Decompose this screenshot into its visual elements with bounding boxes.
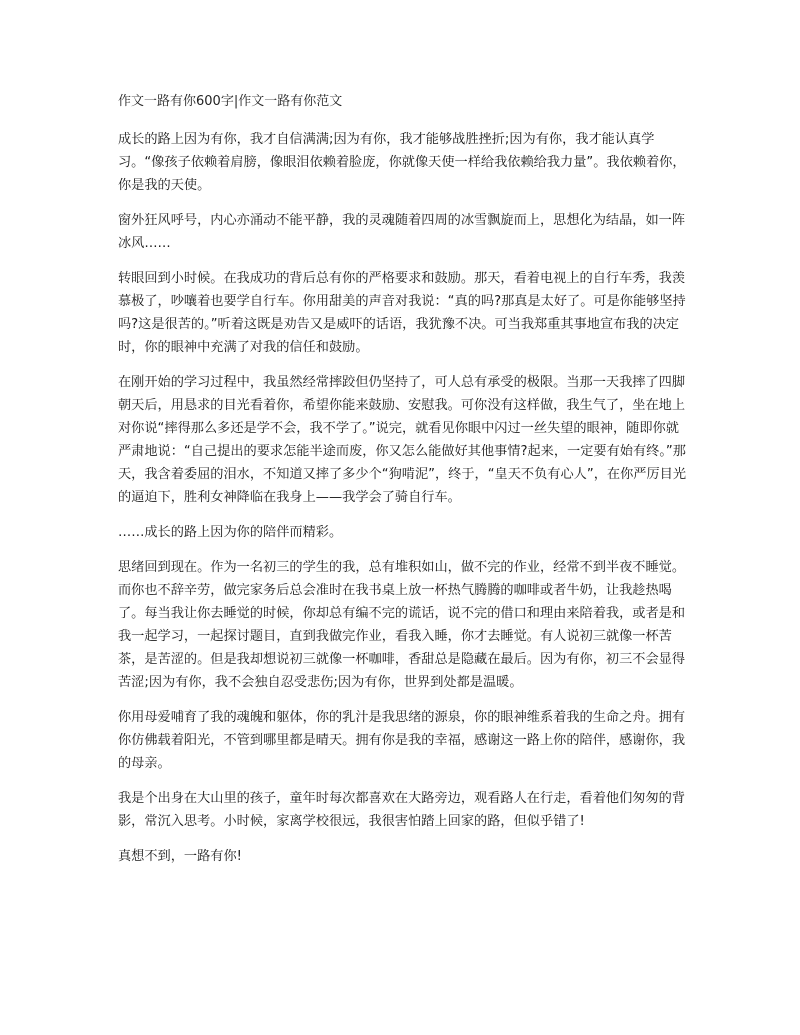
document-title: 作文一路有你600字|作文一路有你范文 [118, 94, 343, 109]
document-body [118, 92, 686, 880]
paragraph: 转眼回到小时候。在我成功的背后总有你的严格要求和鼓励。那天，看着电视上的自行车秀，我羡慕极了，吵嚷着也要学自行车。你用甜美的声音对我说：“真的吗?那真是太好了。可是你能够坚持吗?这是很苦的。”听着这既是劝告又是威吓的话语，我犹豫不决。可当我郑重其事地宣布我的决定时，你的眼神中充满了对我的信任和鼓励。 [118, 271, 686, 355]
paragraph: 在刚开始的学习过程中，我虽然经常摔跤但仍坚持了，可人总有承受的极限。当那一天我摔了四脚朝天后，用恳求的目光看着你，希望你能来鼓励、安慰我。可你没有这样做，我生气了，坐在地上对你说“摔得那么多还是学不会，我不学了。”说完，就看见你眼中闪过一丝失望的眼神，随即你就严肃地说：“自己提出的要求怎能半途而废，你又怎么能做好其他事情?起来，一定要有始有终。”那天，我含着委屈的泪水，不知道又摔了多少个“狗啃泥”，终于，“皇天不负有心人”，在你严厉目光的逼迫下，胜利女神降临在我身上——我学会了骑自行车。 [118, 375, 687, 505]
paragraph: 我是个出身在大山里的孩子，童年时每次都喜欢在大路旁边，观看路人在行走，看着他们匆匆的背影，常沉入思考。小时候，家离学校很远，我很害怕踏上回家的路，但似乎错了! [118, 791, 686, 829]
paragraph: 成长的路上因为有你，我才自信满满;因为有你，我才能够战胜挫折;因为有你，我才能认真学习。“像孩子依赖着肩膀，像眼泪依赖着脸庞，你就像天使一样给我依赖给我力量”。我依赖着你，你是我的天使。 [118, 132, 686, 193]
paragraph: 真想不到，一路有你! [118, 849, 242, 864]
paragraph: 你用母爱哺育了我的魂魄和躯体，你的乳汁是我思绪的源泉，你的眼神维系着我的生命之舟。拥有你仿佛载着阳光，不管到哪里都是晴天。拥有你是我的幸福，感谢这一路上你的陪伴，感谢你，我的母亲。 [118, 710, 686, 771]
paragraph: 思绪回到现在。作为一名初三的学生的我，总有堆积如山，做不完的作业，经常不到半夜不睡觉。而你也不辞辛劳，做完家务后总会准时在我书桌上放一杯热气腾腾的咖啡或者牛奶，让我趁热喝了。每当我让你去睡觉的时候，你却总有编不完的谎话，说不完的借口和理由来陪着我，或者是和我一起学习，一起探讨题目，直到我做完作业，看我入睡，你才去睡觉。有人说初三就像一杯苦茶，是苦涩的。但是我却想说初三就像一杯咖啡，香甜总是隐藏在最后。因为有你，初三不会显得苦涩;因为有你，我不会独自忍受悲伤;因为有你，世界到处都是温暖。 [118, 560, 686, 690]
paragraph: 窗外狂风呼号，内心亦涌动不能平静，我的灵魂随着四周的冰雪飘旋而上，思想化为结晶，如一阵冰风…… [118, 213, 686, 251]
paragraph: ……成长的路上因为你的陪伴而精彩。 [118, 525, 343, 540]
